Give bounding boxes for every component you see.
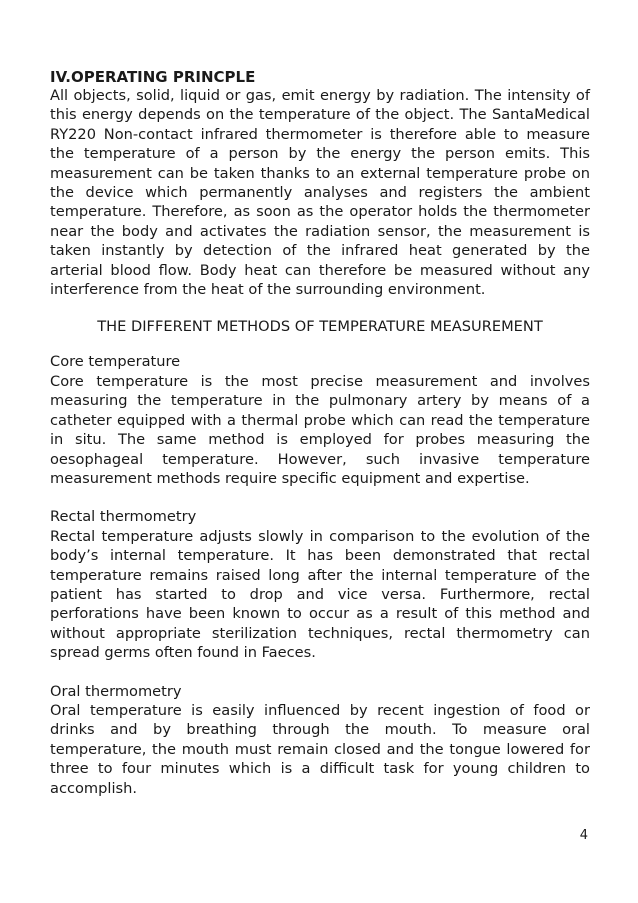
method-text: Rectal temperature adjusts slowly in comparison to the evolution of the body’s internal temperature. It has been demonstrated that rectal temperature remains raised long after the internal temperature of the patient has started to drop and vice versa. Furthermore, rectal perforations have been known to occur as a result of this method and without appropriate sterilization techniques, rectal thermometry can spread germs often found in Faeces. — [50, 527, 590, 662]
page-number: 4 — [579, 828, 588, 843]
method-oral — [50, 682, 590, 798]
method-text: Core temperature is the most precise measurement and involves measuring the temperature in the pulmonary artery by means of a catheter equipped with a thermal probe which can read the temperature in situ. The same method is employed for probes measuring the oesophageal temperature. However, such invasive temperature measurement methods require specific equipment and expertise. — [50, 372, 590, 487]
intro-paragraph: All objects, solid, liquid or gas, emit energy by radiation. The intensity of this energy depends on the temperature of the object. The SantaMedical RY220 Non-contact infrared thermometer is therefore able to measure the temperature of a person by the energy the person emits. This measurement can be taken thanks to an external temperature probe on the device which permanently analyses and registers the ambient temperature. Therefore, as soon as the operator holds the thermometer near the body and activates the radiation sensor, the measurement is taken instantly by detection of the infrared heat generated by the arterial blood flow. Body heat can therefore be measured without any interference from the heat of the surrounding environment. — [50, 87, 590, 299]
section-heading: IV.OPERATING PRINCPLE — [50, 68, 256, 86]
method-title: Core temperature — [50, 353, 181, 371]
method-text: Oral temperature is easily influenced by recent ingestion of food or drinks and by breathing through the mouth. To measure oral temperature, the mouth must remain closed and the tongue lowered for three to four minutes which is a difficult task for young children to accomplish. — [50, 701, 590, 797]
method-core — [50, 352, 590, 488]
method-rectal — [50, 507, 590, 662]
methods-title: THE DIFFERENT METHODS OF TEMPERATURE MEASUREMENT — [97, 318, 543, 336]
document-page — [50, 68, 590, 798]
method-title: Rectal thermometry — [50, 508, 197, 526]
method-title: Oral thermometry — [50, 682, 182, 700]
